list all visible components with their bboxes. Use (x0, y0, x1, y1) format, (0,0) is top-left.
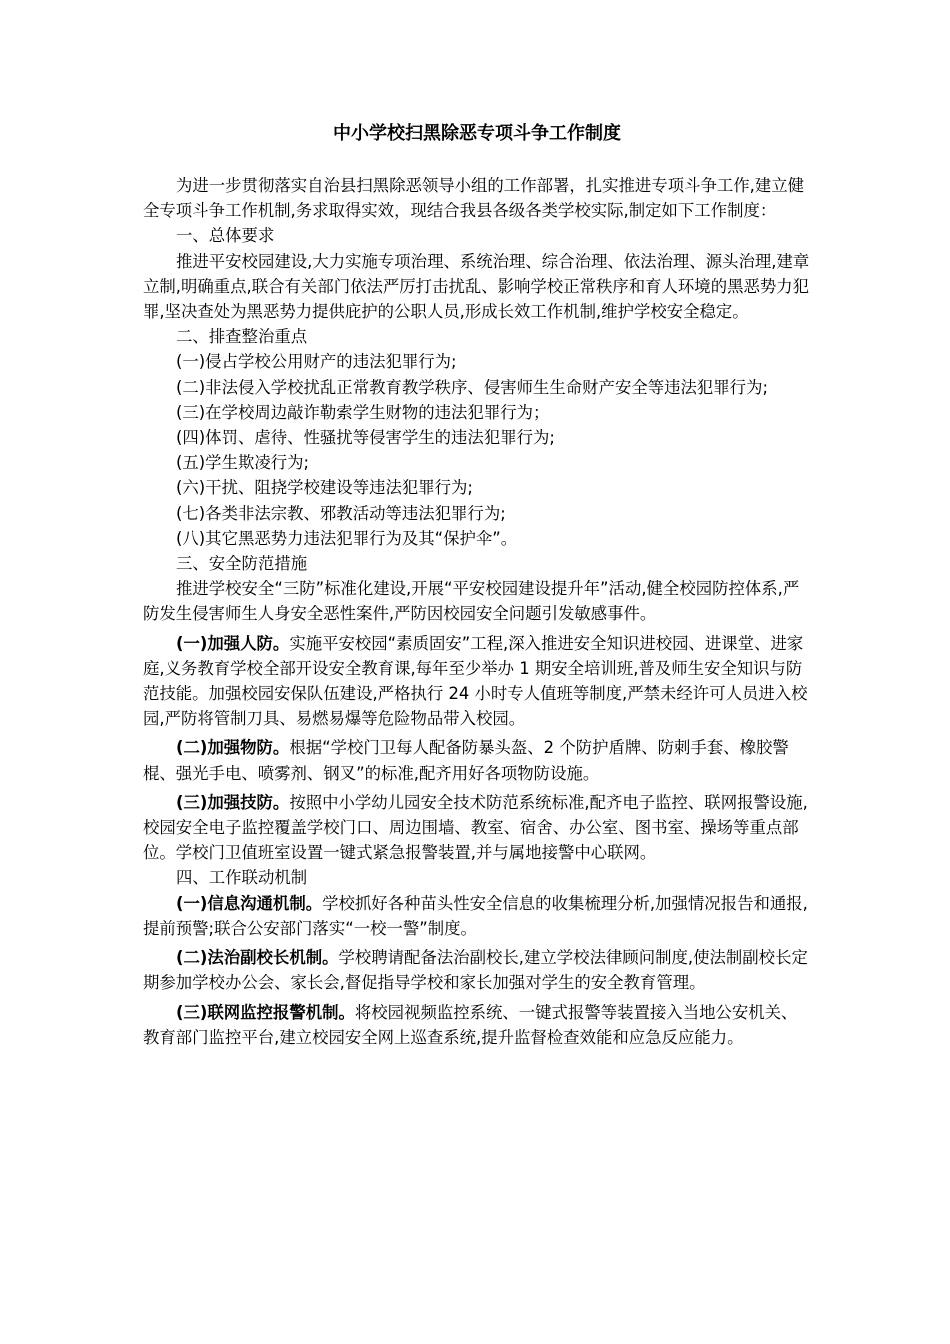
measure-lead: (二)法治副校长机制。 (176, 948, 339, 968)
list-item: (四)体罚、虐待、性骚扰等侵害学生的违法犯罪行为; (176, 428, 555, 448)
section-heading: 一、总体要求 (176, 226, 275, 246)
measure-paragraph (143, 735, 811, 785)
measure-paragraph (143, 790, 811, 866)
measure-lead: (三)加强技防。 (176, 792, 290, 812)
measure-text: 将校园视频监控系统、一键式报警等装置接入当地公安机关、教育部门监控平台,建立校园安全网上巡查系统,提升监督检查效能和应急反应能力。 (143, 1002, 798, 1047)
list-item: (七)各类非法宗教、邪教活动等违法犯罪行为; (176, 503, 506, 523)
measure-lead: (一)加强人防。 (176, 633, 290, 653)
measure-text: 实施平安校园“素质固安”工程,深入推进安全知识进校园、进课堂、进家庭,义务教育学校全部开设安全教育课,每年至少举办 1 期安全培训班,普及师生安全知识与防范技能。加强校园安保队伍建设,严格执行 24 小时专人值班等制度,严禁未经许可人员进入校园,严防将管制刀具、易燃易爆等危险物品带入校园。 (143, 633, 808, 729)
list-item: (一)侵占学校公用财产的违法犯罪行为; (176, 352, 457, 372)
measure-paragraph (143, 891, 811, 941)
section-paragraph: 推进学校安全“三防”标准化建设,开展“平安校园建设提升年”活动,健全校园防控体系,严防发生侵害师生人身安全恶性案件,严防因校园安全问题引发敏感事件。 (143, 579, 800, 624)
list-item: (二)非法侵入学校扰乱正常教育教学秩序、侵害师生生命财产安全等违法犯罪行为; (176, 377, 768, 397)
measure-text: 根据“学校门卫每人配备防暴头盔、2 个防护盾牌、防刺手套、橡胶警棍、强光手电、喷雾剂、钢叉”的标准,配齐用好各项物防设施。 (143, 738, 789, 783)
measure-text: 按照中小学幼儿园安全技术防范系统标准,配齐电子监控、联网报警设施,校园安全电子监控覆盖学校门口、周边围墙、教室、宿舍、办公室、图书室、操场等重点部位。学校门卫值班室设置一键式紧急报警装置,并与属地接警中心联网。 (143, 792, 808, 863)
section-paragraph: 推进平安校园建设,大力实施专项治理、系统治理、综合治理、依法治理、源头治理,建章立制,明确重点,联合有关部门依法严厉打击扰乱、影响学校正常秩序和育人环境的黑恶势力犯罪,坚决查处为黑恶势力提供庇护的公职人员,形成长效工作机制,维护学校安全稳定。 (143, 251, 810, 322)
document-title: 中小学校扫黑除恶专项斗争工作制度 (333, 123, 621, 144)
measure-text: 学校聘请配备法治副校长,建立学校法律顾问制度,使法制副校长定期参加学校办公会、家长会,督促指导学校和家长加强对学生的安全教育管理。 (143, 948, 808, 993)
measure-text: 学校抓好各种苗头性安全信息的收集梳理分析,加强情况报告和通报,提前预警;联合公安部门落实“一校一警”制度。 (143, 893, 808, 938)
measure-paragraph (143, 631, 811, 732)
list-item: (八)其它黑恶势力违法犯罪行为及其“保护伞”。 (176, 528, 518, 548)
measure-paragraph (143, 1000, 811, 1050)
measure-paragraph (143, 945, 811, 995)
document-content (143, 120, 811, 1050)
list-item: (三)在学校周边敲诈勒索学生财物的违法犯罪行为； (176, 402, 550, 422)
measure-lead: (一)信息沟通机制。 (176, 893, 323, 913)
section-heading: 三、安全防范措施 (176, 554, 308, 574)
document-body (143, 173, 811, 1050)
section-heading: 二、排查整治重点 (176, 327, 308, 347)
list-item: (六)干扰、阻挠学校建设等违法犯罪行为; (176, 478, 473, 498)
intro-paragraph: 为进一步贯彻落实自治县扫黑除恶领导小组的工作部署，扎实推进专项斗争工作,建立健全专项斗争工作机制,务求取得实效，现结合我县各级各类学校实际,制定如下工作制度： (143, 176, 805, 221)
section-heading: 四、工作联动机制 (176, 868, 308, 888)
measure-lead: (二)加强物防。 (176, 738, 290, 758)
measure-lead: (三)联网监控报警机制。 (176, 1002, 355, 1022)
list-item: (五)学生欺凌行为; (176, 453, 310, 473)
